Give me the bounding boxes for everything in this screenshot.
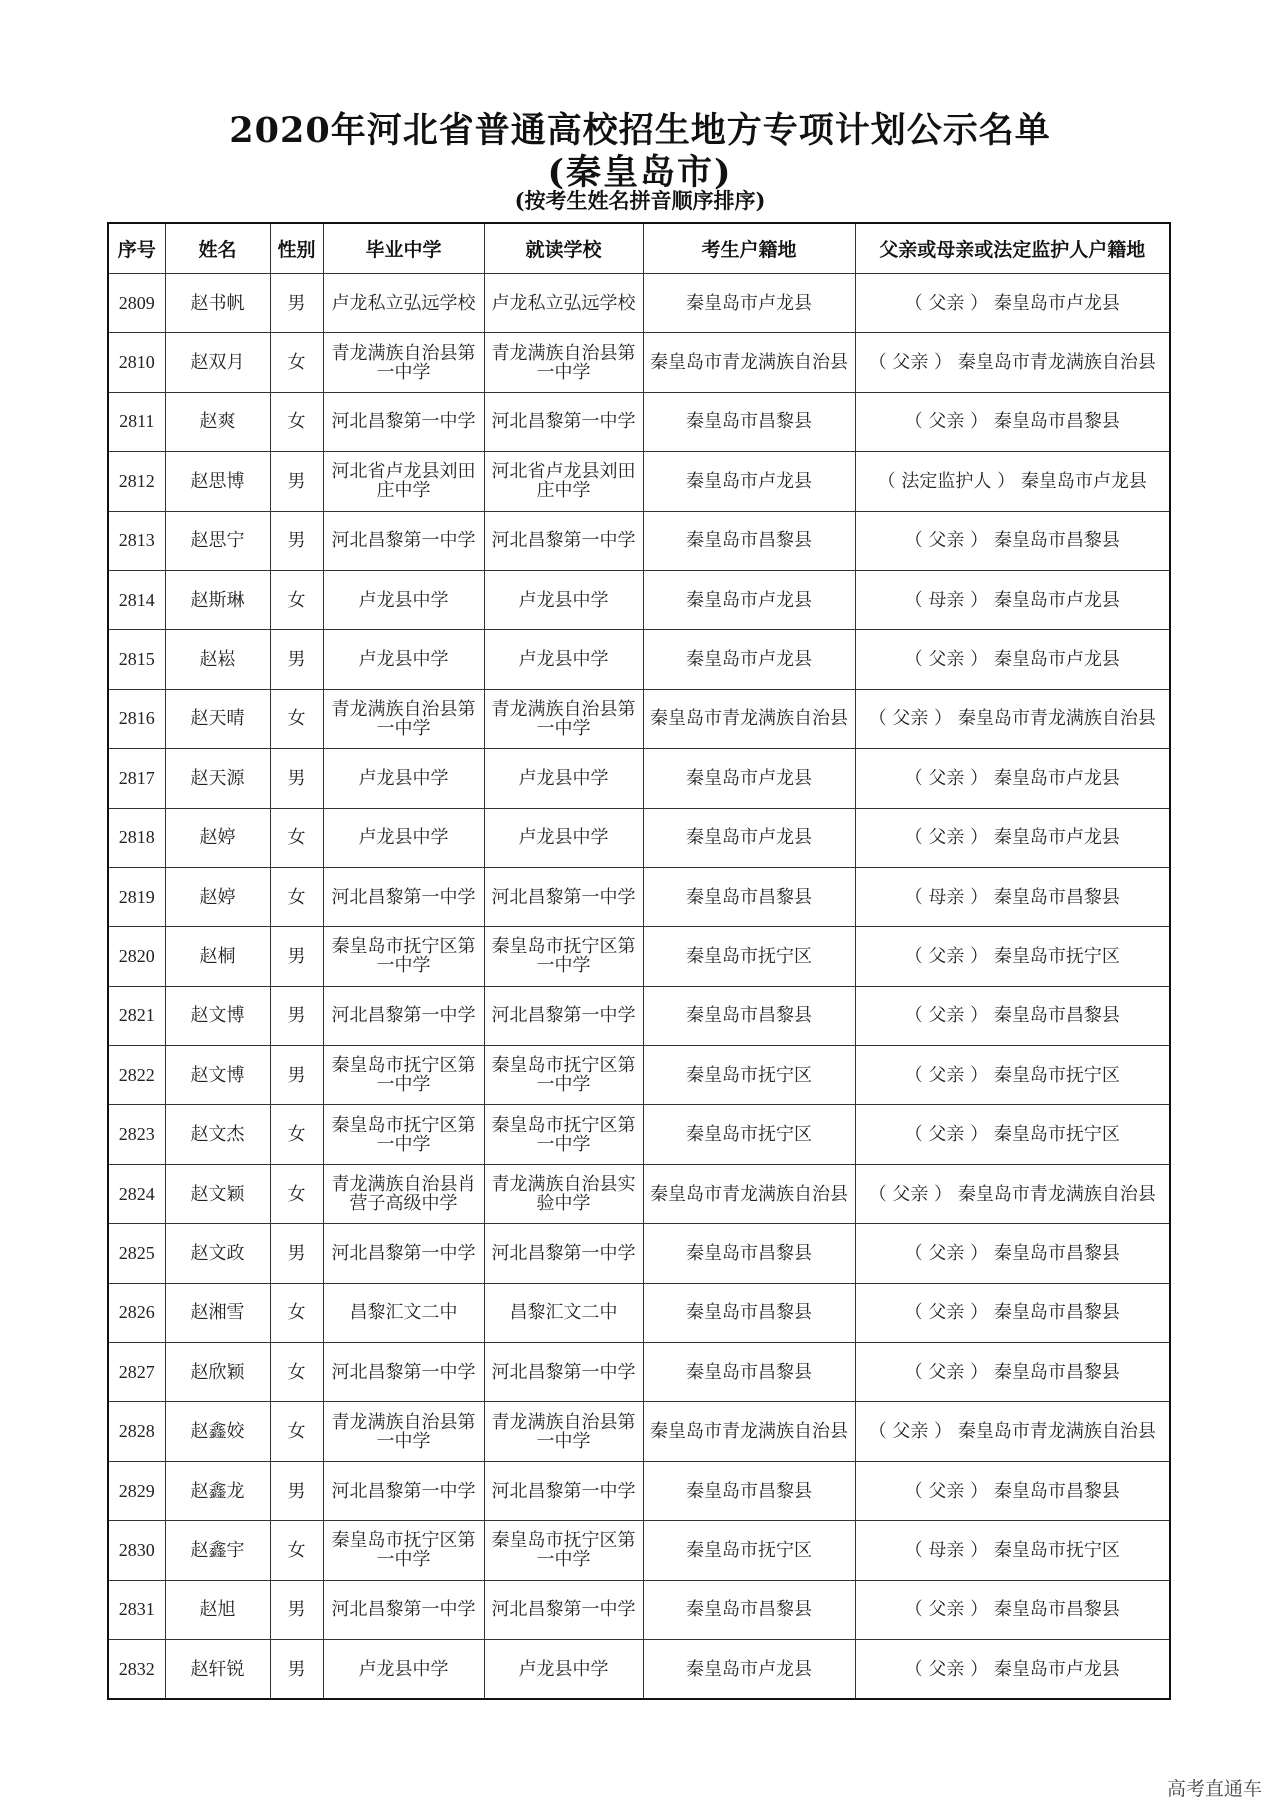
cell-guardian-registration: （ 母亲 ） 秦皇岛市卢龙县 — [855, 570, 1170, 629]
table-row — [108, 333, 1170, 392]
cell-household-registration: 秦皇岛市卢龙县 — [643, 452, 855, 511]
cell-current-school: 河北昌黎第一中学 — [484, 392, 643, 451]
table-row — [108, 867, 1170, 926]
table-row — [108, 689, 1170, 748]
cell-graduated-school: 秦皇岛市抚宁区第一中学 — [323, 1046, 484, 1105]
cell-current-school: 河北昌黎第一中学 — [484, 511, 643, 570]
cell-gender: 女 — [270, 392, 323, 451]
cell-household-registration: 秦皇岛市青龙满族自治县 — [643, 1164, 855, 1223]
cell-graduated-school: 秦皇岛市抚宁区第一中学 — [323, 927, 484, 986]
cell-guardian-registration: （ 父亲 ） 秦皇岛市昌黎县 — [855, 986, 1170, 1045]
cell-graduated-school: 河北昌黎第一中学 — [323, 1461, 484, 1520]
cell-current-school: 河北昌黎第一中学 — [484, 1580, 643, 1639]
cell-graduated-school: 卢龙县中学 — [323, 1639, 484, 1699]
table-row — [108, 808, 1170, 867]
cell-guardian-registration: （ 父亲 ） 秦皇岛市昌黎县 — [855, 1343, 1170, 1402]
cell-current-school: 昌黎汇文二中 — [484, 1283, 643, 1342]
cell-guardian-registration: （ 父亲 ） 秦皇岛市卢龙县 — [855, 630, 1170, 689]
cell-guardian-registration: （ 法定监护人 ） 秦皇岛市卢龙县 — [855, 452, 1170, 511]
cell-current-school: 卢龙县中学 — [484, 630, 643, 689]
table-header-row — [108, 223, 1170, 274]
cell-guardian-registration: （ 父亲 ） 秦皇岛市昌黎县 — [855, 392, 1170, 451]
cell-current-school: 青龙满族自治县第一中学 — [484, 1402, 643, 1461]
cell-household-registration: 秦皇岛市青龙满族自治县 — [643, 1402, 855, 1461]
cell-guardian-registration: （ 母亲 ） 秦皇岛市抚宁区 — [855, 1521, 1170, 1580]
cell-guardian-registration: （ 父亲 ） 秦皇岛市卢龙县 — [855, 1639, 1170, 1699]
column-header-household-registration: 考生户籍地 — [643, 223, 855, 274]
cell-guardian-registration: （ 父亲 ） 秦皇岛市昌黎县 — [855, 1283, 1170, 1342]
table-row — [108, 630, 1170, 689]
cell-name: 赵湘雪 — [165, 1283, 270, 1342]
cell-name: 赵婷 — [165, 808, 270, 867]
cell-graduated-school: 青龙满族自治县第一中学 — [323, 689, 484, 748]
cell-serial: 2820 — [108, 927, 165, 986]
column-header-guardian-registration: 父亲或母亲或法定监护人户籍地 — [855, 223, 1170, 274]
cell-name: 赵鑫宇 — [165, 1521, 270, 1580]
cell-household-registration: 秦皇岛市昌黎县 — [643, 1224, 855, 1283]
cell-serial: 2828 — [108, 1402, 165, 1461]
page-title: 2020年河北省普通高校招生地方专项计划公示名单 — [229, 110, 1051, 151]
table-row — [108, 1580, 1170, 1639]
cell-serial: 2824 — [108, 1164, 165, 1223]
cell-serial: 2815 — [108, 630, 165, 689]
cell-guardian-registration: （ 父亲 ） 秦皇岛市青龙满族自治县 — [855, 333, 1170, 392]
cell-gender: 男 — [270, 927, 323, 986]
cell-gender: 女 — [270, 1283, 323, 1342]
cell-household-registration: 秦皇岛市昌黎县 — [643, 1580, 855, 1639]
cell-serial: 2809 — [108, 274, 165, 333]
table-row — [108, 927, 1170, 986]
cell-household-registration: 秦皇岛市昌黎县 — [643, 1461, 855, 1520]
watermark-text: 高考直通车 — [1166, 1778, 1262, 1800]
cell-gender: 女 — [270, 1105, 323, 1164]
cell-name: 赵思博 — [165, 452, 270, 511]
cell-current-school: 青龙满族自治县第一中学 — [484, 689, 643, 748]
table-row — [108, 274, 1170, 333]
cell-name: 赵桐 — [165, 927, 270, 986]
cell-name: 赵文政 — [165, 1224, 270, 1283]
cell-name: 赵双月 — [165, 333, 270, 392]
cell-graduated-school: 河北昌黎第一中学 — [323, 1224, 484, 1283]
table-row — [108, 986, 1170, 1045]
cell-graduated-school: 河北昌黎第一中学 — [323, 1580, 484, 1639]
table-row — [108, 1639, 1170, 1699]
cell-gender: 男 — [270, 749, 323, 808]
cell-name: 赵鑫龙 — [165, 1461, 270, 1520]
cell-serial: 2825 — [108, 1224, 165, 1283]
cell-current-school: 河北昌黎第一中学 — [484, 1224, 643, 1283]
cell-current-school: 卢龙县中学 — [484, 808, 643, 867]
column-header-name: 姓名 — [165, 223, 270, 274]
cell-guardian-registration: （ 父亲 ） 秦皇岛市抚宁区 — [855, 1105, 1170, 1164]
cell-graduated-school: 河北昌黎第一中学 — [323, 1343, 484, 1402]
cell-name: 赵文博 — [165, 986, 270, 1045]
cell-serial: 2819 — [108, 867, 165, 926]
cell-household-registration: 秦皇岛市抚宁区 — [643, 927, 855, 986]
cell-name: 赵天源 — [165, 749, 270, 808]
cell-serial: 2827 — [108, 1343, 165, 1402]
table-row — [108, 1343, 1170, 1402]
cell-serial: 2813 — [108, 511, 165, 570]
cell-household-registration: 秦皇岛市抚宁区 — [643, 1046, 855, 1105]
cell-gender: 男 — [270, 274, 323, 333]
cell-guardian-registration: （ 父亲 ） 秦皇岛市昌黎县 — [855, 1580, 1170, 1639]
cell-current-school: 河北昌黎第一中学 — [484, 867, 643, 926]
cell-guardian-registration: （ 父亲 ） 秦皇岛市青龙满族自治县 — [855, 1164, 1170, 1223]
cell-guardian-registration: （ 父亲 ） 秦皇岛市抚宁区 — [855, 927, 1170, 986]
cell-current-school: 卢龙县中学 — [484, 1639, 643, 1699]
cell-graduated-school: 青龙满族自治县肖营子高级中学 — [323, 1164, 484, 1223]
cell-household-registration: 秦皇岛市昌黎县 — [643, 1343, 855, 1402]
cell-gender: 女 — [270, 1402, 323, 1461]
cell-current-school: 卢龙私立弘远学校 — [484, 274, 643, 333]
cell-gender: 女 — [270, 1521, 323, 1580]
cell-name: 赵文杰 — [165, 1105, 270, 1164]
cell-current-school: 秦皇岛市抚宁区第一中学 — [484, 1105, 643, 1164]
cell-gender: 男 — [270, 1580, 323, 1639]
cell-serial: 2830 — [108, 1521, 165, 1580]
cell-guardian-registration: （ 父亲 ） 秦皇岛市青龙满族自治县 — [855, 1402, 1170, 1461]
sort-note: (按考生姓名拼音顺序排序) — [514, 188, 766, 213]
cell-graduated-school: 河北昌黎第一中学 — [323, 392, 484, 451]
cell-gender: 男 — [270, 1224, 323, 1283]
cell-current-school: 青龙满族自治县第一中学 — [484, 333, 643, 392]
cell-household-registration: 秦皇岛市昌黎县 — [643, 511, 855, 570]
cell-guardian-registration: （ 父亲 ） 秦皇岛市青龙满族自治县 — [855, 689, 1170, 748]
column-header-gender: 性别 — [270, 223, 323, 274]
cell-name: 赵欣颖 — [165, 1343, 270, 1402]
cell-serial: 2816 — [108, 689, 165, 748]
cell-name: 赵文颖 — [165, 1164, 270, 1223]
cell-guardian-registration: （ 父亲 ） 秦皇岛市卢龙县 — [855, 808, 1170, 867]
cell-gender: 女 — [270, 333, 323, 392]
cell-household-registration: 秦皇岛市青龙满族自治县 — [643, 333, 855, 392]
cell-gender: 女 — [270, 1343, 323, 1402]
column-header-current-school: 就读学校 — [484, 223, 643, 274]
cell-household-registration: 秦皇岛市卢龙县 — [643, 1639, 855, 1699]
cell-current-school: 青龙满族自治县实验中学 — [484, 1164, 643, 1223]
cell-gender: 男 — [270, 1046, 323, 1105]
cell-gender: 男 — [270, 1461, 323, 1520]
cell-current-school: 河北昌黎第一中学 — [484, 1461, 643, 1520]
cell-gender: 男 — [270, 511, 323, 570]
cell-gender: 女 — [270, 570, 323, 629]
cell-gender: 男 — [270, 630, 323, 689]
cell-graduated-school: 河北省卢龙县刘田庄中学 — [323, 452, 484, 511]
cell-gender: 女 — [270, 689, 323, 748]
cell-graduated-school: 秦皇岛市抚宁区第一中学 — [323, 1521, 484, 1580]
cell-graduated-school: 青龙满族自治县第一中学 — [323, 1402, 484, 1461]
cell-current-school: 秦皇岛市抚宁区第一中学 — [484, 1046, 643, 1105]
cell-graduated-school: 卢龙县中学 — [323, 808, 484, 867]
table-row — [108, 1105, 1170, 1164]
admission-roster-table — [107, 222, 1171, 1700]
cell-serial: 2831 — [108, 1580, 165, 1639]
cell-household-registration: 秦皇岛市昌黎县 — [643, 986, 855, 1045]
table-row — [108, 1283, 1170, 1342]
table-body — [108, 274, 1170, 1700]
cell-household-registration: 秦皇岛市卢龙县 — [643, 570, 855, 629]
cell-graduated-school: 卢龙县中学 — [323, 749, 484, 808]
cell-household-registration: 秦皇岛市抚宁区 — [643, 1105, 855, 1164]
column-header-graduated-school: 毕业中学 — [323, 223, 484, 274]
cell-household-registration: 秦皇岛市青龙满族自治县 — [643, 689, 855, 748]
cell-serial: 2823 — [108, 1105, 165, 1164]
table-row — [108, 1402, 1170, 1461]
table-row — [108, 570, 1170, 629]
cell-guardian-registration: （ 父亲 ） 秦皇岛市昌黎县 — [855, 1224, 1170, 1283]
cell-household-registration: 秦皇岛市抚宁区 — [643, 1521, 855, 1580]
table-row — [108, 749, 1170, 808]
cell-household-registration: 秦皇岛市卢龙县 — [643, 274, 855, 333]
cell-name: 赵天晴 — [165, 689, 270, 748]
cell-guardian-registration: （ 父亲 ） 秦皇岛市抚宁区 — [855, 1046, 1170, 1105]
cell-household-registration: 秦皇岛市昌黎县 — [643, 867, 855, 926]
cell-name: 赵旭 — [165, 1580, 270, 1639]
cell-current-school: 秦皇岛市抚宁区第一中学 — [484, 1521, 643, 1580]
cell-graduated-school: 卢龙县中学 — [323, 630, 484, 689]
cell-name: 赵轩锐 — [165, 1639, 270, 1699]
cell-name: 赵斯琳 — [165, 570, 270, 629]
cell-graduated-school: 河北昌黎第一中学 — [323, 511, 484, 570]
cell-gender: 女 — [270, 808, 323, 867]
cell-graduated-school: 秦皇岛市抚宁区第一中学 — [323, 1105, 484, 1164]
column-header-serial: 序号 — [108, 223, 165, 274]
cell-guardian-registration: （ 父亲 ） 秦皇岛市昌黎县 — [855, 511, 1170, 570]
table-row — [108, 1521, 1170, 1580]
cell-guardian-registration: （ 父亲 ） 秦皇岛市卢龙县 — [855, 274, 1170, 333]
cell-graduated-school: 卢龙县中学 — [323, 570, 484, 629]
cell-name: 赵文博 — [165, 1046, 270, 1105]
cell-serial: 2826 — [108, 1283, 165, 1342]
cell-current-school: 河北昌黎第一中学 — [484, 986, 643, 1045]
cell-graduated-school: 卢龙私立弘远学校 — [323, 274, 484, 333]
cell-household-registration: 秦皇岛市卢龙县 — [643, 749, 855, 808]
cell-gender: 男 — [270, 1639, 323, 1699]
cell-graduated-school: 河北昌黎第一中学 — [323, 986, 484, 1045]
cell-graduated-school: 青龙满族自治县第一中学 — [323, 333, 484, 392]
cell-serial: 2818 — [108, 808, 165, 867]
cell-serial: 2829 — [108, 1461, 165, 1520]
cell-serial: 2812 — [108, 452, 165, 511]
cell-current-school: 卢龙县中学 — [484, 749, 643, 808]
cell-gender: 男 — [270, 986, 323, 1045]
cell-current-school: 卢龙县中学 — [484, 570, 643, 629]
cell-gender: 女 — [270, 867, 323, 926]
table-row — [108, 392, 1170, 451]
cell-household-registration: 秦皇岛市卢龙县 — [643, 808, 855, 867]
cell-guardian-registration: （ 母亲 ） 秦皇岛市昌黎县 — [855, 867, 1170, 926]
cell-name: 赵鑫姣 — [165, 1402, 270, 1461]
table-row — [108, 1164, 1170, 1223]
cell-serial: 2817 — [108, 749, 165, 808]
cell-gender: 女 — [270, 1164, 323, 1223]
cell-name: 赵婷 — [165, 867, 270, 926]
cell-household-registration: 秦皇岛市卢龙县 — [643, 630, 855, 689]
cell-current-school: 秦皇岛市抚宁区第一中学 — [484, 927, 643, 986]
cell-serial: 2814 — [108, 570, 165, 629]
cell-guardian-registration: （ 父亲 ） 秦皇岛市昌黎县 — [855, 1461, 1170, 1520]
cell-current-school: 河北昌黎第一中学 — [484, 1343, 643, 1402]
table-row — [108, 1461, 1170, 1520]
cell-household-registration: 秦皇岛市昌黎县 — [643, 392, 855, 451]
cell-serial: 2821 — [108, 986, 165, 1045]
cell-gender: 男 — [270, 452, 323, 511]
cell-current-school: 河北省卢龙县刘田庄中学 — [484, 452, 643, 511]
cell-name: 赵崧 — [165, 630, 270, 689]
table-row — [108, 511, 1170, 570]
cell-serial: 2832 — [108, 1639, 165, 1699]
cell-name: 赵思宁 — [165, 511, 270, 570]
table-row — [108, 452, 1170, 511]
cell-name: 赵书帆 — [165, 274, 270, 333]
cell-graduated-school: 昌黎汇文二中 — [323, 1283, 484, 1342]
cell-serial: 2822 — [108, 1046, 165, 1105]
cell-household-registration: 秦皇岛市昌黎县 — [643, 1283, 855, 1342]
cell-graduated-school: 河北昌黎第一中学 — [323, 867, 484, 926]
table-row — [108, 1046, 1170, 1105]
table-row — [108, 1224, 1170, 1283]
cell-guardian-registration: （ 父亲 ） 秦皇岛市卢龙县 — [855, 749, 1170, 808]
cell-name: 赵爽 — [165, 392, 270, 451]
cell-serial: 2811 — [108, 392, 165, 451]
cell-serial: 2810 — [108, 333, 165, 392]
page-subtitle: (秦皇岛市) — [547, 152, 733, 193]
